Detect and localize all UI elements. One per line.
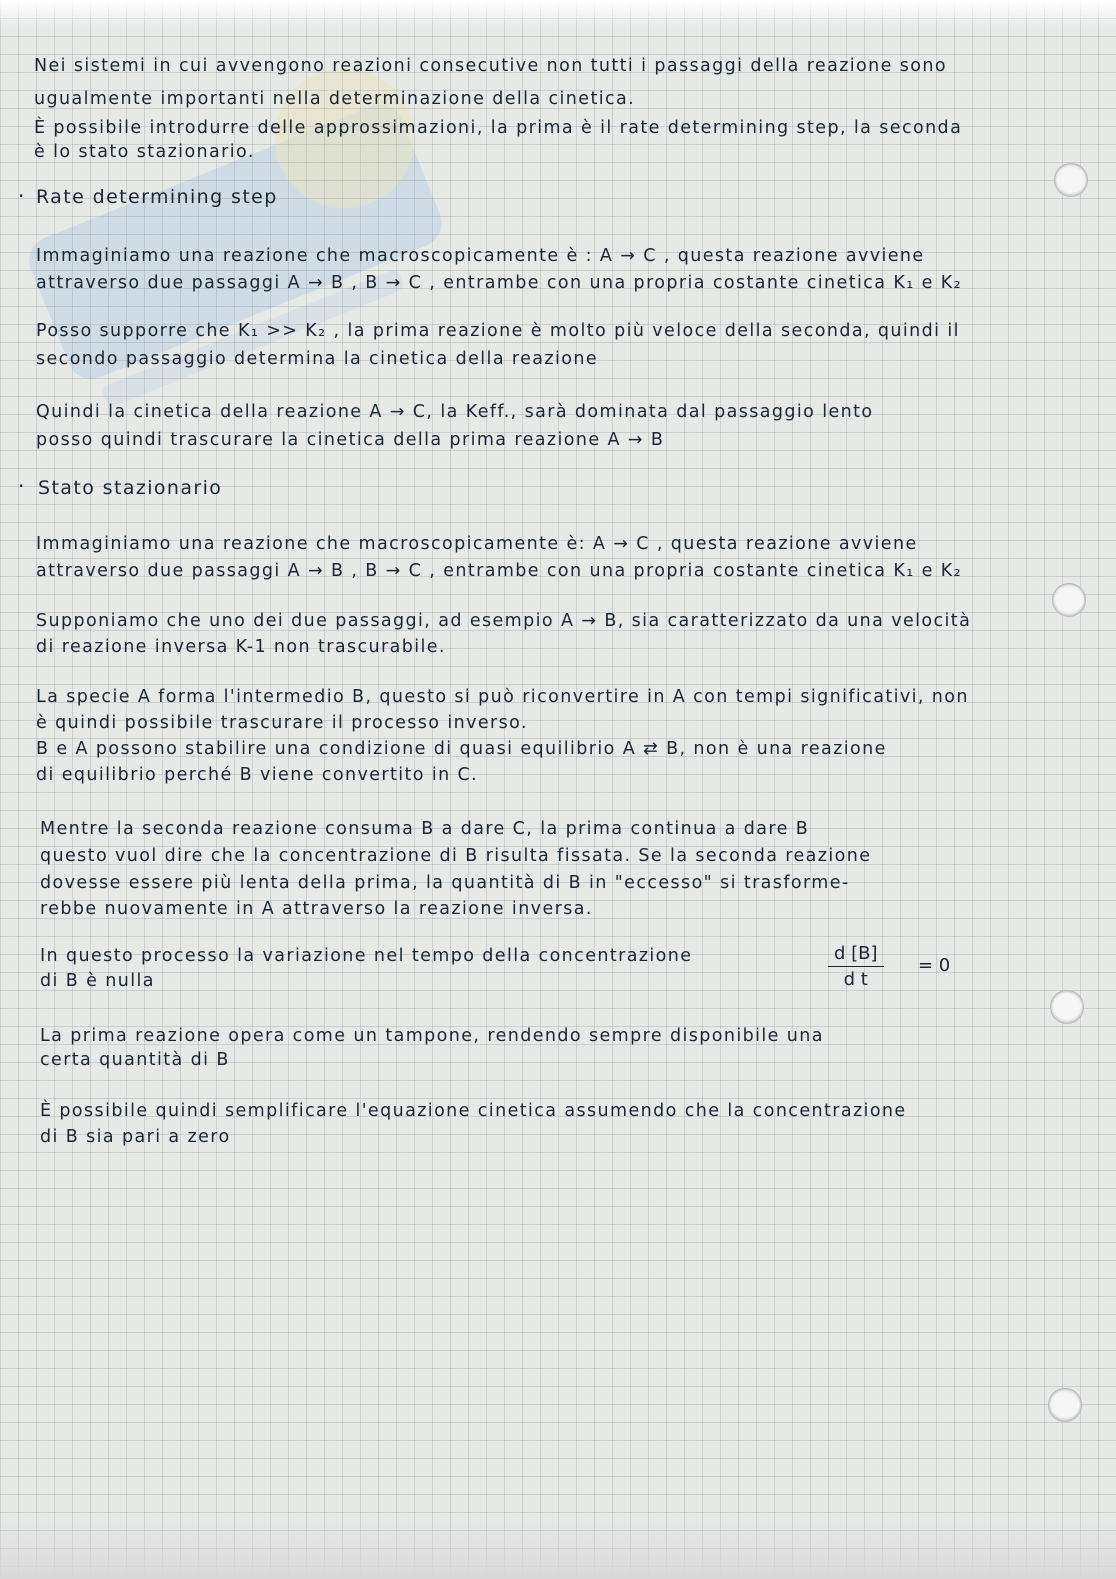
rds-p1-line-1: Immaginiamo una reazione che macroscopicamente è : A → C , questa reazione avviene: [36, 246, 925, 266]
bullet-ss: ·: [18, 474, 26, 498]
intro-line-3: È possibile introdurre delle approssimazioni, la prima è il rate determining step, la seconda: [34, 118, 963, 138]
heading-stato-stazionario: Stato stazionario: [38, 477, 223, 499]
heading-rate-determining-step: Rate determining step: [36, 186, 278, 208]
equation-dB-dt: [828, 943, 884, 990]
ss-p4-line-4: rebbe nuovamente in A attraverso la reazione inversa.: [40, 899, 593, 919]
ss-p3-line-2: è quindi possibile trascurare il processo inverso.: [36, 713, 528, 733]
ss-p3-line-4: di equilibrio perché B viene convertito in C.: [36, 765, 479, 785]
rds-p2-line-1: Posso supporre che K₁ >> K₂ , la prima reazione è molto più veloce della seconda, quindi il: [36, 321, 960, 341]
rds-p3-line-1: Quindi la cinetica della reazione A → C, la Keff., sarà dominata dal passaggio lento: [36, 402, 874, 422]
ss-p1-line-2: attraverso due passaggi A → B , B → C , entrambe con una propria costante cinetica K₁ e K₂: [36, 561, 963, 581]
equation-denominator: d t: [843, 969, 868, 990]
ss-p6-line-2: certa quantità di B: [40, 1050, 230, 1070]
ss-p2-line-1: Supponiamo che uno dei due passaggi, ad esempio A → B, sia caratterizzato da una velocità: [36, 611, 972, 631]
ss-p3-line-3: B e A possono stabilire una condizione di quasi equilibrio A ⇄ B, non è una reazione: [36, 739, 887, 759]
binder-hole-4: [1048, 1388, 1082, 1422]
ss-p7-line-1: È possibile quindi semplificare l'equazione cinetica assumendo che la concentrazione: [40, 1101, 907, 1121]
ss-p4-line-2: questo vuol dire che la concentrazione di B risulta fissata. Se la seconda reazione: [40, 846, 872, 866]
ss-p4-line-1: Mentre la seconda reazione consuma B a dare C, la prima continua a dare B: [40, 819, 810, 839]
ss-p3-line-1: La specie A forma l'intermedio B, questo si può riconvertire in A con tempi significativi, non: [36, 687, 969, 707]
equation-rhs: = 0: [918, 955, 951, 976]
intro-line-1: Nei sistemi in cui avvengono reazioni consecutive non tutti i passaggi della reazione sono: [34, 56, 947, 76]
ss-p7-line-2: di B sia pari a zero: [40, 1127, 231, 1147]
rds-p1-line-2: attraverso due passaggi A → B , B → C , entrambe con una propria costante cinetica K₁ e K₂: [36, 273, 963, 293]
binder-hole-2: [1052, 583, 1086, 617]
equation-numerator: d [B]: [828, 943, 884, 967]
ss-p1-line-1: Immaginiamo una reazione che macroscopicamente è: A → C , questa reazione avviene: [36, 534, 918, 554]
page-top-edge: [0, 0, 1116, 30]
ss-p4-line-3: dovesse essere più lenta della prima, la quantità di B in "eccesso" si trasforme-: [40, 873, 850, 893]
binder-hole-3: [1050, 990, 1084, 1024]
ss-p6-line-1: La prima reazione opera come un tampone, rendendo sempre disponibile una: [40, 1026, 824, 1046]
ss-p5-line-1: In questo processo la variazione nel tempo della concentrazione: [40, 946, 693, 966]
ss-p2-line-2: di reazione inversa K-1 non trascurabile.: [36, 637, 446, 657]
bullet-rds: ·: [18, 184, 26, 208]
intro-line-4: è lo stato stazionario.: [34, 142, 255, 162]
intro-line-2: ugualmente importanti nella determinazione della cinetica.: [34, 89, 636, 109]
rds-p3-line-2: posso quindi trascurare la cinetica della prima reazione A → B: [36, 430, 665, 450]
rds-p2-line-2: secondo passaggio determina la cinetica della reazione: [36, 349, 599, 369]
ss-p5-line-2: di B è nulla: [40, 971, 155, 991]
binder-hole-1: [1054, 163, 1088, 197]
page-bottom-shadow: [0, 1520, 1116, 1579]
